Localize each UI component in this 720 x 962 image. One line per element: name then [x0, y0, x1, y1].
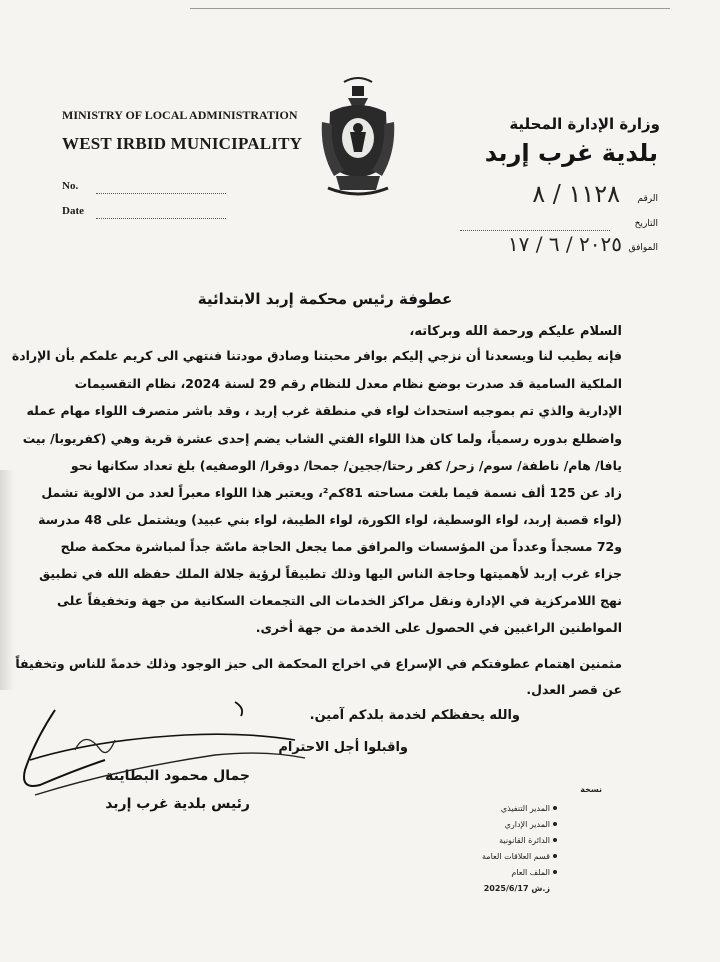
copy-recipient: الدائرة القانونية: [499, 836, 550, 845]
copy-recipient: المدير الإداري: [504, 820, 550, 829]
ministry-ar: وزارة الإدارة المحلية: [509, 115, 660, 133]
regards: واقبلوا أجل الاحترام: [278, 740, 408, 755]
body-line: زاد عن 125 ألف نسمة فيما بلغت مساحته 81كم²، ويعتبر هذا اللواء معبراً لعدد من الالوية تشمل: [41, 485, 622, 500]
date-label: Date: [62, 205, 84, 217]
body-line: يافا/ هام/ ناطفة/ سوم/ زحر/ كفر رحتا/ججين/ جمحا/ دوقرا/ الوصفيه) بلغ تعداد سكانها نحو: [70, 458, 622, 473]
copy-recipient: الملف العام: [511, 868, 550, 877]
handwritten-signature: [15, 700, 315, 810]
top-edge-line: [190, 8, 670, 9]
body-line: المواطنين الراغبين في الحصول على الخدمة من جهة أخرى.: [255, 620, 622, 635]
ref-label: الرقم: [637, 194, 658, 204]
no-field-line: [96, 193, 226, 194]
signatory-name: جمال محمود البطاينة: [105, 768, 250, 784]
municipality-ar: بلدية غرب إربد: [484, 139, 658, 167]
date-field-line: [96, 218, 226, 219]
date-value: ٢٠٢٥ / ٦ / ١٧: [507, 232, 622, 256]
date-ar-line: [460, 230, 610, 231]
closing-line: عن قصر العدل.: [526, 682, 622, 697]
body-line: الإدارية والذي تم بموجبه استحداث لواء في منطقة غرب إربد ، وقد باشر متصرف اللواء مهام عمله: [26, 403, 622, 418]
no-label: No.: [62, 180, 79, 192]
copies-footer: ز.ش 2025/6/17: [483, 884, 550, 893]
body-line: و72 مسجداً وعدداً من المؤسسات والمرافق مما يجعل الحاجة ماسّة جداً لمباشرة محكمة صلح: [60, 539, 622, 554]
coat-of-arms-emblem: [318, 72, 398, 202]
copies-label: نسخة: [580, 785, 602, 794]
copy-recipient: المدير التنفيذي: [500, 804, 550, 813]
greeting: السلام عليكم ورحمة الله وبركاته،: [409, 324, 622, 339]
body-line: (لواء قصبة إربد، لواء الوسطية، لواء الكورة، لواء الطيبة، لواء بني عبيد) ويشتمل على 48 مدرسة: [38, 512, 622, 527]
addressee: عطوفة رئيس محكمة إربد الابتدائية: [197, 290, 453, 308]
municipality-en: WEST IRBID MUNICIPALITY: [62, 134, 303, 153]
corresponding-label: الموافق: [628, 243, 658, 253]
closing-line: مثمنين اهتمام عطوفتكم في الإسراع في اخراج المحكمة الى حيز الوجود وذلك خدمةً للناس وتخفيفاً: [15, 656, 622, 671]
ref-value: ١١٢٨ / ٨: [532, 180, 620, 208]
body-line: الملكية السامية قد صدرت بوضع نظام معدل للنظام رقم 29 لسنة 2024، نظام التقسيمات: [74, 376, 622, 391]
signatory-title: رئيس بلدية غرب إربد: [105, 796, 250, 812]
body-line: فإنه يطيب لنا ويسعدنا أن نزجي إليكم بوافر محبتنا وصادق مودتنا فنتهي الى كريم علمكم بأن الإرادة: [11, 348, 622, 363]
copy-bullets: [553, 806, 557, 874]
body-line: واضطلع بدوره رسمياً، ولما كان هذا اللواء الفتي الشاب يضم إحدى عشرة قرية وهي (كفريوبا/ بيت: [22, 431, 622, 446]
body-line: جزاء غرب إربد لأهميتها وحاجة الناس اليها وذلك تطبيقاً لرؤية جلالة الملك حفظه الله في تطبيق: [39, 566, 622, 581]
scan-edge: [0, 470, 14, 690]
prayer: والله يحفظكم لخدمة بلدكم آمين.: [309, 708, 520, 723]
body-line: نهج اللامركزية في الإدارة ونقل مراكز الخدمات الى التجمعات السكانية من جهة وتخفيفاً على: [56, 593, 622, 608]
ministry-en: MINISTRY OF LOCAL ADMINISTRATION: [62, 108, 298, 122]
copy-recipient: قسم العلاقات العامة: [482, 852, 550, 861]
date-label-ar: التاريخ: [634, 219, 658, 229]
